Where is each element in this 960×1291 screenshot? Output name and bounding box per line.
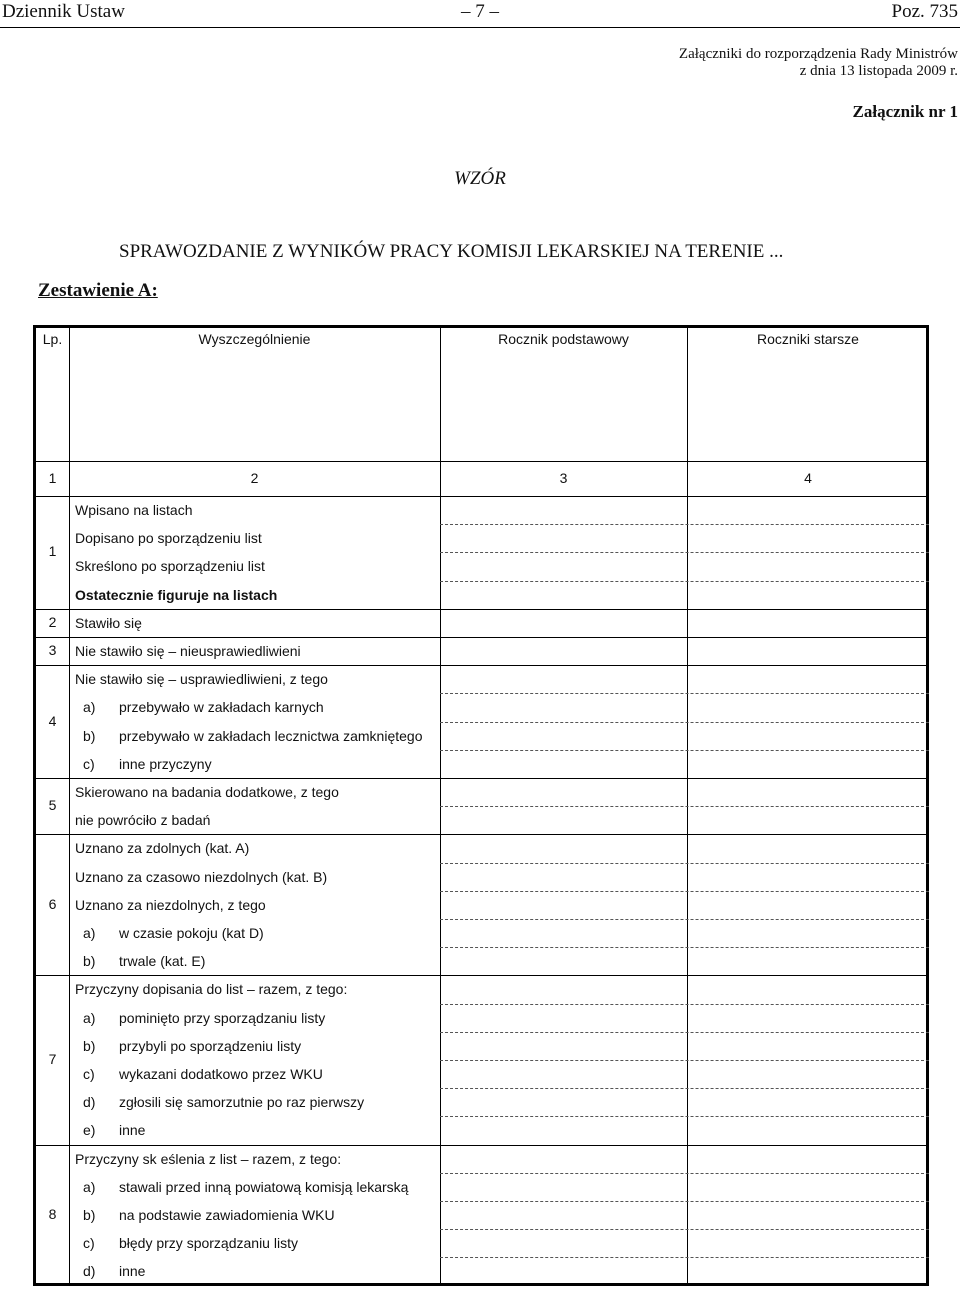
row-label: przebywało w zakładach karnych [119,699,324,716]
row-divider [440,863,929,864]
row-divider [440,581,929,582]
template-label: WZÓR [454,168,506,189]
row-number: 4 [48,712,57,729]
report-table [33,325,929,1286]
row-divider [440,806,929,807]
row-label: pominięto przy sporządzaniu listy [119,1009,326,1026]
row-label: Skreślono po sporządzeniu list [75,558,265,575]
column-number: 1 [48,470,57,486]
row-label: Wpisano na listach [75,502,193,518]
annex-note-line2: z dnia 13 listopada 2009 r. [799,63,958,79]
position-number: Poz. 735 [891,1,958,22]
row-marker: a) [83,1178,96,1195]
row-divider [440,1032,929,1033]
row-number: 6 [48,895,57,912]
row-label: Ostatecznie figuruje na listach [75,586,278,603]
row-marker: a) [83,925,96,941]
row-label: Uznano za czasowo niezdolnych (kat. B) [75,868,328,885]
row-divider [440,552,929,553]
row-number: 8 [48,1206,57,1223]
group-divider [36,637,926,638]
column-number: 3 [559,470,568,486]
annex-number: Załącznik nr 1 [852,102,958,121]
group-divider [36,609,926,610]
header-divider [36,496,926,497]
column-header: Rocznik podstawowy [498,331,629,347]
row-divider [440,1116,929,1117]
row-divider [440,722,929,723]
column-header: Roczniki starsze [757,331,859,347]
row-label: Skierowano na badania dodatkowe, z tego [75,784,339,800]
column-number: 2 [250,470,259,486]
row-label: inne [119,1263,146,1280]
row-number: 1 [48,543,57,560]
row-label: Przyczyny dopisania do list – razem, z tego: [75,981,348,998]
row-divider [440,693,929,694]
row-label: błędy przy sporządzaniu listy [119,1235,298,1252]
row-divider [440,1060,929,1061]
group-divider [36,975,926,976]
row-label: przebywało w zakładach lecznictwa zamkniętego [119,727,423,744]
row-label: Uznano za niezdolnych, z tego [75,896,266,913]
row-number: 2 [48,613,57,630]
row-divider [440,947,929,948]
row-label: Nie stawiło się – nieusprawiedliwieni [75,643,301,659]
group-divider [36,834,926,835]
row-label: na podstawie zawiadomienia WKU [119,1207,335,1223]
report-title: SPRAWOZDANIE Z WYNIKÓW PRACY KOMISJI LEKARSKIEJ NA TERENIE ... [119,241,784,262]
row-marker: e) [83,1122,96,1139]
row-label: Dopisano po sporządzeniu list [75,530,262,547]
row-marker: d) [83,1263,96,1280]
row-divider [440,1004,929,1005]
column-header: Wyszczególnienie [198,331,311,347]
row-label: inne [119,1122,146,1139]
group-divider [36,1145,926,1146]
row-marker: b) [83,1207,96,1223]
row-label: wykazani dodatkowo przez WKU [119,1066,323,1082]
column-number: 4 [804,470,812,486]
row-label: Nie stawiło się – usprawiedliwieni, z tego [75,671,328,688]
row-divider [440,1173,929,1174]
row-divider [440,919,929,920]
row-number: 5 [48,797,57,814]
row-marker: c) [83,1235,95,1252]
journal-name: Dziennik Ustaw [2,1,125,22]
row-label: w czasie pokoju (kat D) [119,925,264,941]
row-number: 7 [48,1051,57,1067]
row-label: trwale (kat. E) [119,953,206,970]
row-label: Przyczyny sk eślenia z list – razem, z tego: [75,1150,342,1167]
row-label: stawali przed inną powiatową komisją lekarską [119,1178,409,1195]
row-divider [440,750,929,751]
row-marker: c) [83,755,95,772]
row-label: przybyli po sporządzeniu listy [119,1037,302,1054]
summary-title: Zestawienie A: [38,280,158,301]
row-divider [440,1229,929,1230]
row-label: zgłosili się samorzutnie po raz pierwszy [119,1094,365,1111]
row-divider [440,1088,929,1089]
row-marker: b) [83,727,96,744]
row-label: Uznano za zdolnych (kat. A) [75,840,250,857]
row-label: inne przyczyny [119,755,212,772]
row-divider [440,891,929,892]
row-marker: a) [83,1009,96,1026]
page-number: – 7 – [461,1,499,22]
row-marker: b) [83,953,96,970]
row-divider [440,1201,929,1202]
annex-note-line1: Załączniki do rozporządzenia Rady Ministrów [678,46,958,62]
row-divider [440,1257,929,1258]
row-marker: a) [83,699,96,716]
group-divider [36,778,926,779]
page-header [0,0,960,28]
row-number: 3 [48,642,57,659]
column-header: Lp. [42,331,63,347]
header-divider [36,461,926,462]
annex-note [679,46,958,80]
group-divider [36,665,926,666]
row-label: Stawiło się [75,614,142,631]
row-divider [440,524,929,525]
row-marker: c) [83,1066,95,1082]
row-label: nie powróciło z badań [75,812,211,829]
row-marker: b) [83,1037,96,1054]
row-marker: d) [83,1094,96,1111]
